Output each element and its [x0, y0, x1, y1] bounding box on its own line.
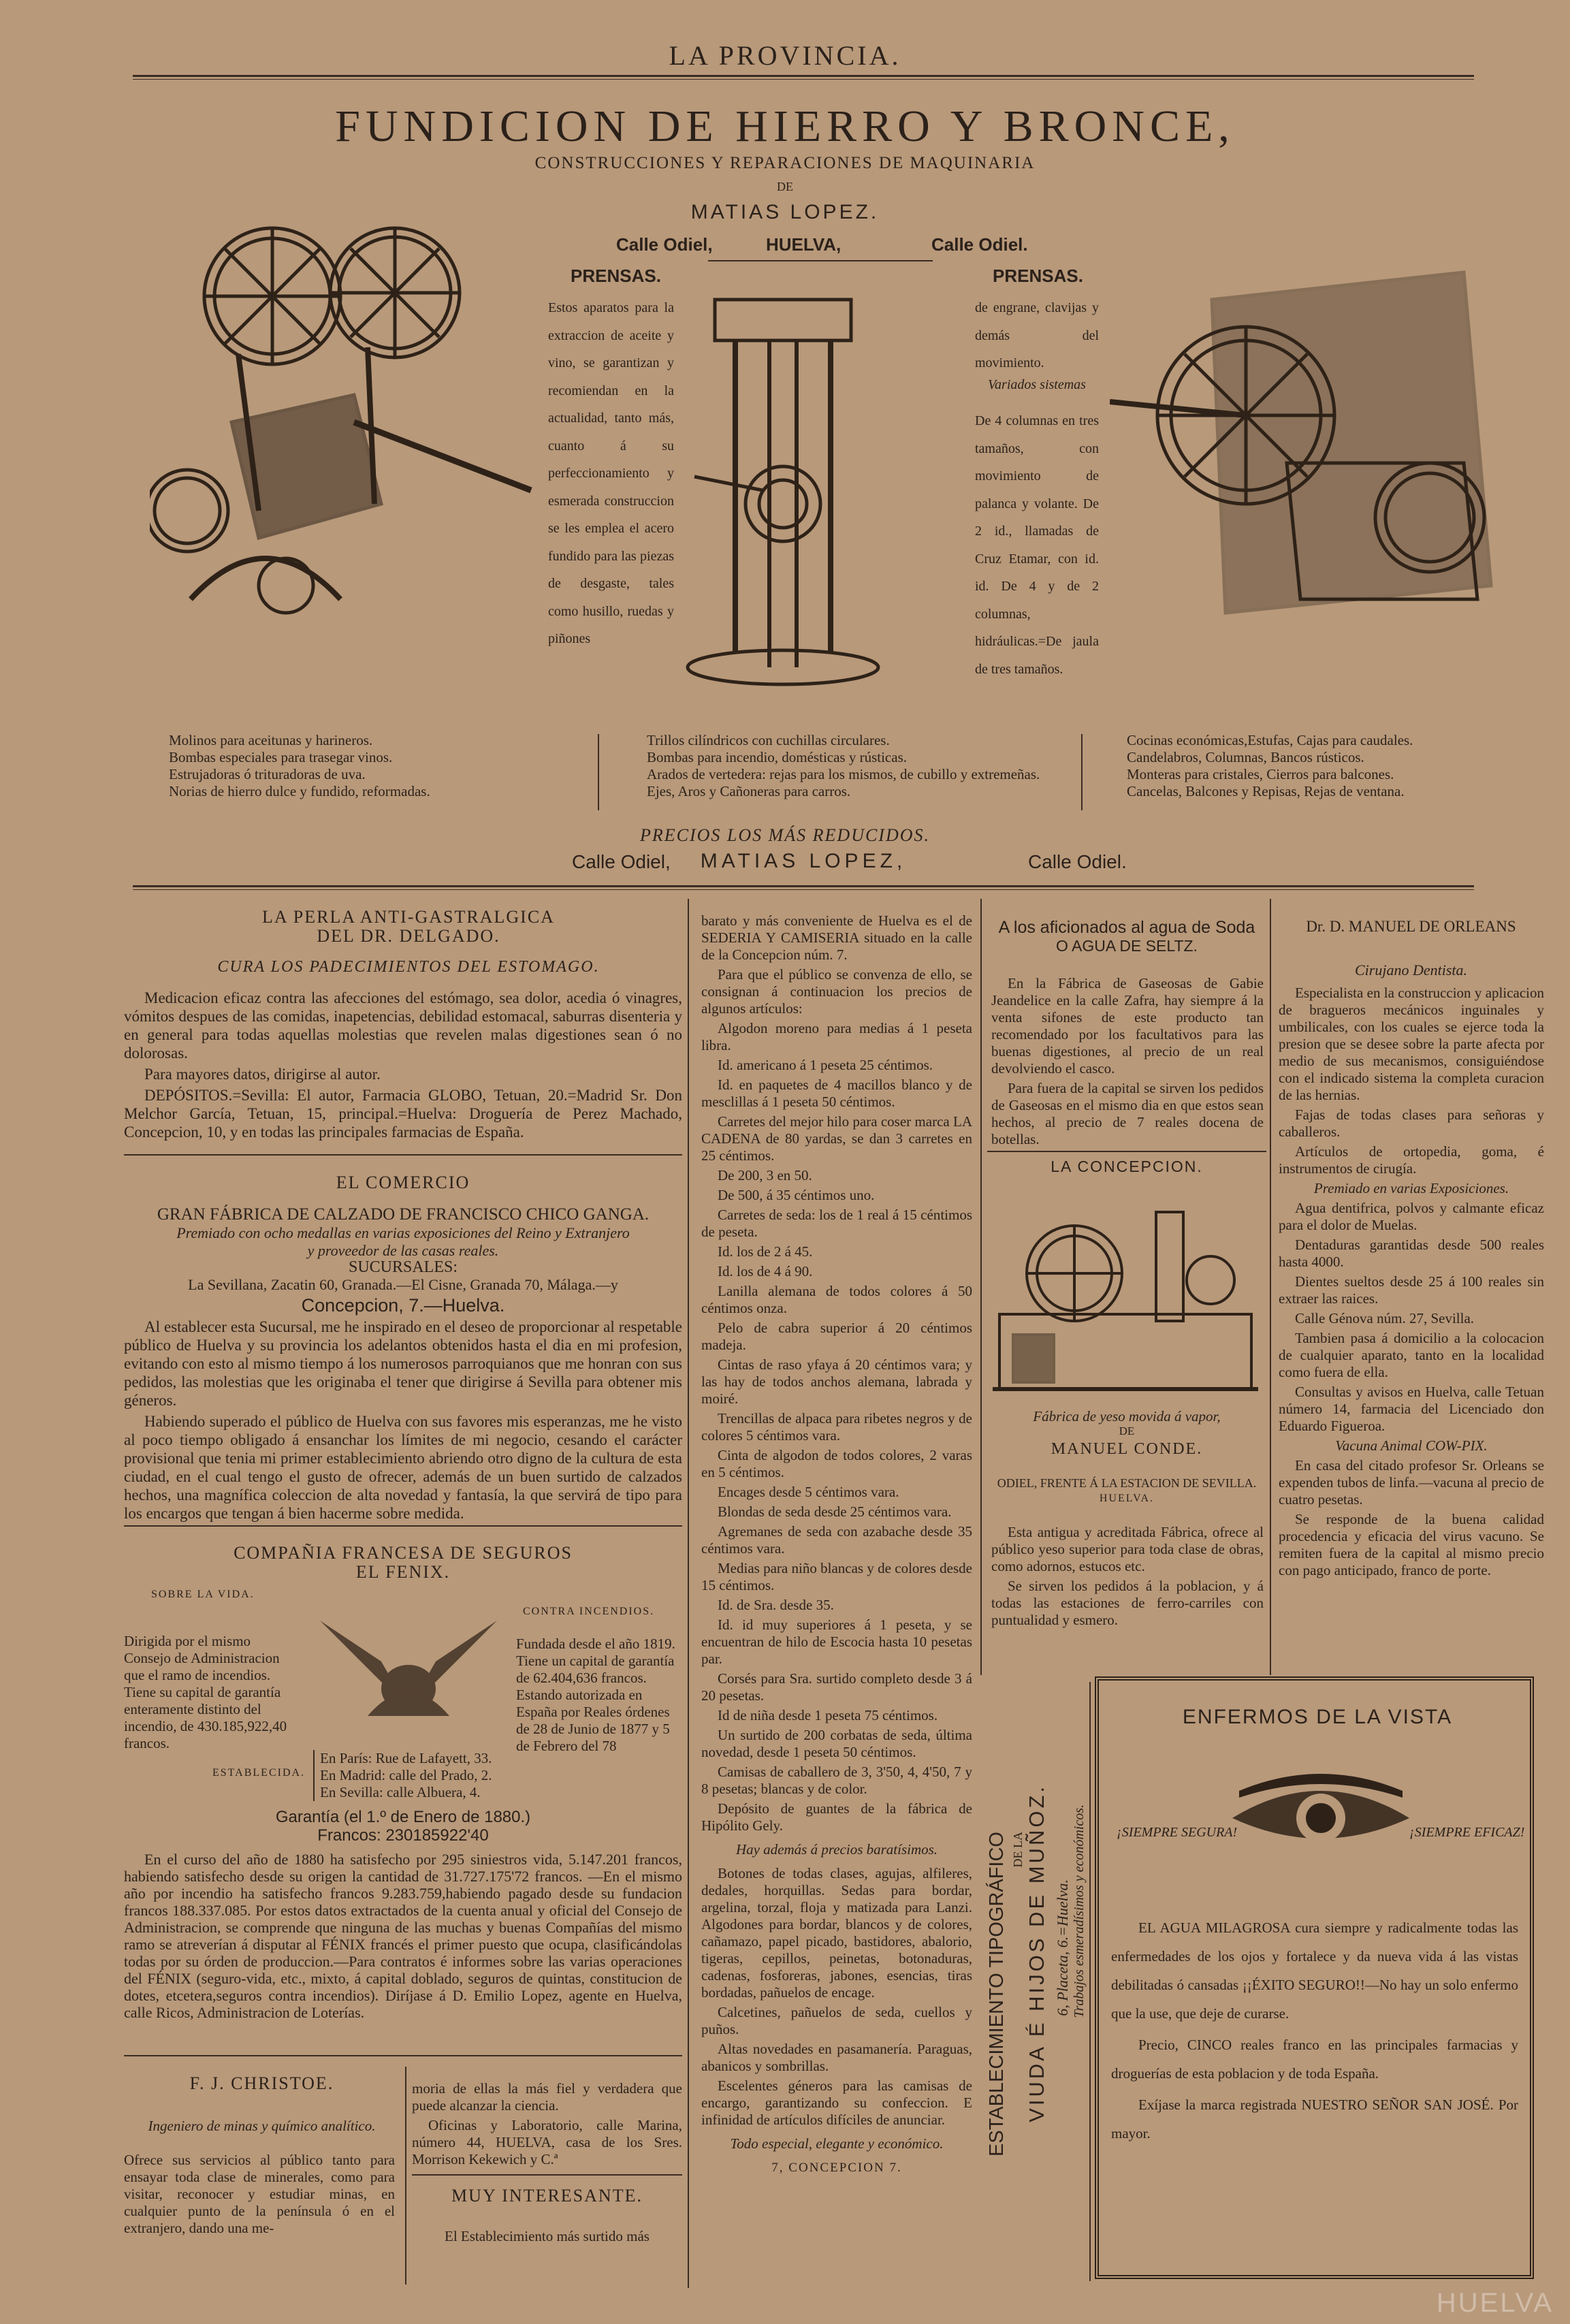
- list-item: Monteras para cristales, Cierros para balcones.: [1127, 766, 1394, 782]
- fundicion-addr-mid: HUELVA,: [766, 234, 842, 255]
- sederia-item: Id de niña desde 1 peseta 75 céntimos.: [718, 1707, 938, 1723]
- comercio-p2: Habiendo superado el público de Huelva con sus favores mis esperanzas, me he visto al poco tiempo obligado á ensanchar los límites de mi negocio, cesando el carácter provisional que tenia mi primer establecimiento abriendo otro digno de la cultura de esta ciudad, en el cual tengo el gusto de ofrecer, además de un buen surtido de calzados hechos, una magnífica coleccion de alta novedad y fantasía, la que servirá de tipo para los encargos que tengan á bien hacerme sobre medida.: [124, 1413, 682, 1522]
- list-item: Arados de vertedera: rejas para los mismos, de cubillo y extremeñas.: [647, 766, 1040, 782]
- vista-left: ¡SIEMPRE SEGURA!: [1117, 1825, 1238, 1840]
- list-item: Cocinas económicas,Estufas, Cajas para caudales.: [1127, 732, 1413, 748]
- fenix-rule: [124, 2055, 682, 2056]
- fenix-garantia: Garantía (el 1.º de Enero de 1880.): [275, 1808, 531, 1826]
- col-divider-3: [1270, 899, 1271, 1675]
- fundicion-de: DE: [777, 180, 793, 193]
- sederia-item: Cintas de raso yfaya á 20 céntimos vara; y las hay de todos anchos alemana, labrada y moiré.: [701, 1356, 972, 1407]
- fundicion-subtitle: CONSTRUCCIONES Y REPARACIONES DE MAQUINARIA: [534, 154, 1036, 172]
- orleans-p2: Fajas de todas clases para señoras y caballeros.: [1279, 1107, 1544, 1140]
- fenix-vida: SOBRE LA VIDA.: [151, 1589, 255, 1600]
- sederia-item: Medias para niño blancas y de colores desde 15 céntimos.: [701, 1560, 972, 1593]
- vista-title: ENFERMOS DE LA VISTA: [1182, 1706, 1453, 1728]
- concepcion-p2: Se sirven los pedidos á la poblacion, y á todas las estaciones de ferro-carriles con puntualidad y esmero.: [991, 1578, 1264, 1628]
- fenix-title-1: COMPAÑIA FRANCESA DE SEGUROS: [234, 1543, 573, 1563]
- seltz-body: [991, 975, 1264, 1151]
- perla-p3: DEPÓSITOS.=Sevilla: El autor, Farmacia GLOBO, Tetuan, 20.=Madrid Sr. Don Melchor García, Tetuan, 15, principal.=Huelva: Droguería de Perez Machado, Concepcion, 10, y en todas las principales farmacias de España.: [124, 1087, 682, 1141]
- list-item: Molinos para aceitunas y harineros.: [169, 732, 373, 748]
- footer-addr-left: Calle Odiel,: [572, 851, 671, 872]
- orleans-p8: Tambien pasa á domicilio a la colocacion de cualquier aparato, tanto en la localidad como fuera de ella.: [1279, 1330, 1544, 1380]
- list-item: Norias de hierro dulce y fundido, reformadas.: [169, 783, 430, 799]
- eye-icon: [1225, 1770, 1416, 1859]
- sederia-item: De 200, 3 en 50.: [718, 1167, 812, 1183]
- masthead: LA PROVINCIA.: [669, 40, 901, 71]
- sederia-p3: Calcetines, pañuelos de seda, cuellos y puños.: [701, 2004, 972, 2037]
- christoe-p1: Ofrece sus servicios al público tanto para ensayar toda clase de minerales, como para visitar, reconocer y estudiar minas, en cualquier punto de la península ó en el extranjero, dando una me-: [124, 2152, 395, 2236]
- prensas-right-title: PRENSAS.: [993, 266, 1083, 286]
- sederia-item: Lanilla alemana de todos colores á 50 céntimos onza.: [701, 1283, 972, 1316]
- vertical-line-1: ESTABLECIMIENTO TIPOGRÁFICO: [986, 1832, 1008, 2156]
- sederia-closing: Todo especial, elegante y económico.: [730, 2135, 944, 2152]
- comercio-suc-list: La Sevillana, Zacatin 60, Granada.—El Cisne, Granada 70, Málaga.—y: [188, 1276, 618, 1293]
- sederia-item: Depósito de guantes de la fábrica de Hipólito Gely.: [701, 1800, 972, 1834]
- orleans-p9: Consultas y avisos en Huelva, calle Tetuan número 14, farmacia del Licenciado don Eduardo Figueroa.: [1279, 1384, 1544, 1434]
- sederia-item: Un surtido de 200 corbatas de seda, última novedad, desde 1 peseta 50 céntimos.: [701, 1727, 972, 1760]
- sederia-also: Hay además á precios baratísimos.: [735, 1841, 938, 1858]
- sederia-p1: Para que el público se convenza de ello, se consignan á continuacion los precios de algunos artículos:: [701, 966, 972, 1017]
- orleans-p1: Especialista en la construccion y aplicacion de bragueros mecánicos inguinales y umbilicales, con los cuales se ejerce toda la presion que se desee sobre la parte afecta por medio de sus mecanismos, consiguiéndose con el indicado sistema la completa curacion de las hernias.: [1279, 985, 1544, 1103]
- orleans-p3: Artículos de ortopedia, goma, é instrumentos de cirugía.: [1279, 1143, 1544, 1177]
- perla-title-1: LA PERLA ANTI-GASTRALGICA: [262, 907, 555, 927]
- fundicion-addr-left: Calle Odiel,: [616, 234, 713, 255]
- prensas-right-text1: de engrane, clavijas y demás del movimiento.: [975, 300, 1099, 370]
- fenix-incendios: CONTRA INCENDIOS.: [523, 1606, 655, 1617]
- orleans-p10: En casa del citado profesor Sr. Orleans se expenden tubos de linfa.—vacuna al precio de cuatro pesetas.: [1279, 1457, 1544, 1508]
- concepcion-body: [991, 1524, 1264, 1631]
- sederia-item: Camisas de caballero de 3, 3'50, 4, 4'50, 7 y 8 pesetas; blancas y de color.: [701, 1764, 972, 1797]
- crusher-engraving-right: [1110, 259, 1532, 640]
- fundicion-title: FUNDICION DE HIERRO Y BRONCE,: [335, 101, 1235, 151]
- fundicion-addr-right: Calle Odiel.: [931, 234, 1028, 255]
- col-divider-2: [980, 899, 982, 1675]
- perla-title-2: DEL DR. DELGADO.: [317, 926, 500, 946]
- list-item: Trillos cilíndricos con cuchillas circulares.: [647, 732, 890, 748]
- orleans-vacuna: Vacuna Animal COW-PIX.: [1335, 1437, 1488, 1454]
- comercio-addr: Concepcion, 7.—Huelva.: [301, 1295, 505, 1316]
- fundicion-addr-rule: [708, 260, 933, 261]
- fundicion-bottom-rule: [133, 885, 1474, 890]
- concepcion-caption: Fábrica de yeso movida á vapor,: [1033, 1408, 1221, 1424]
- comercio-sub2: Premiado con ocho medallas en varias exposiciones del Reino y Extranjero: [176, 1224, 630, 1241]
- list-divider-left: [598, 734, 599, 810]
- list-item: Bombas para incendio, domésticas y rústicas.: [647, 749, 907, 765]
- christoe-right: [412, 2080, 682, 2171]
- sederia-item: Carretes del mejor hilo para coser marca LA CADENA de 80 yardas, se dan 3 carretes en 25 céntimos.: [701, 1113, 972, 1164]
- sederia-item: Id. americano á 1 peseta 25 céntimos.: [718, 1057, 933, 1073]
- orleans-title: Dr. D. MANUEL DE ORLEANS: [1306, 918, 1516, 935]
- seltz-title-1: A los aficionados al agua de Soda: [998, 918, 1255, 937]
- seltz-p1: En la Fábrica de Gaseosas de Gabie Jeandelice en la calle Zafra, hay siempre á la venta sifones de este producto tan recomendado por los facultativos para las buenas digestiones, al precio de un real devolviendo el casco.: [991, 975, 1264, 1077]
- list-item: Ejes, Aros y Cañoneras para carros.: [647, 783, 851, 799]
- watermark: HUELVA: [1436, 2288, 1554, 2318]
- concepcion-de: DE: [1119, 1424, 1135, 1437]
- fenix-title-2: EL FENIX.: [355, 1562, 451, 1582]
- col-divider-1: [688, 899, 689, 2288]
- comercio-p1: Al establecer esta Sucursal, me he inspirado en el deseo de proporcionar al respetable público de Huelva y su provincia los adelantos obtenidos hasta el dia en mi profesion, evitando con esto al mismo tiempo á los numerosos parroquianos que me honran con sus pedidos, las molestias que les originaba el tener que dirigirse á Sevilla para obtener mis géneros.: [124, 1318, 682, 1409]
- orleans-p6: Dientes sueltos desde 25 á 100 reales sin extraer las raices.: [1279, 1273, 1544, 1307]
- press-engraving-center: [681, 286, 885, 695]
- concepcion-owner: MANUEL CONDE.: [1051, 1440, 1203, 1458]
- seltz-p2: Para fuera de la capital se sirven los pedidos de Gaseosas en el mismo dia en que estos sean hechos, al precio de 7 reales docena de botellas.: [991, 1080, 1264, 1147]
- comercio-suc: SUCURSALES:: [348, 1258, 458, 1276]
- concepcion-addr: ODIEL, FRENTE Á LA ESTACION DE SEVILLA.: [997, 1476, 1257, 1490]
- orleans-p11: Se responde de la buena calidad procedencia y eficacia del virus vacuno. Se remiten fuera de la capital al mismo precio con pago anticipado, franco de porte.: [1279, 1511, 1544, 1578]
- fundicion-list-left: [169, 732, 591, 800]
- sederia-body: [701, 912, 972, 2179]
- sederia-item: Corsés para Sra. surtido completo desde 3 á 20 pesetas.: [701, 1670, 972, 1704]
- christoe-divider: [405, 2067, 406, 2285]
- muy-rule: [412, 2174, 682, 2176]
- sederia-p2: Botones de todas clases, agujas, alfileres, dedales, horquillas. Sedas para bordar, argelina, torzal, floja y matizada para Lanzi. Algodones para bordar, blancos y de colores, cañamazo, papel picado, bastidores, abalorio, tigeras, cepillos, peinetas, botonaduras, cadenas, fosforeras, jabones, esencias, tiras bordadas, pañuelos de encage.: [701, 1865, 972, 2001]
- sederia-item: Cinta de algodon de todos colores, 2 varas en 5 céntimos.: [701, 1447, 972, 1480]
- orleans-p4: Agua dentifrica, polvos y calmante eficaz para el dolor de Muelas.: [1279, 1200, 1544, 1233]
- perla-body: [124, 989, 682, 1144]
- comercio-sub3: y proveedor de las casas reales.: [307, 1242, 499, 1259]
- fenix-francos: Francos: 230185922'40: [317, 1826, 489, 1845]
- sederia-item: Id. en paquetes de 4 macillos blanco y de mesclillas á 1 peseta 50 céntimos.: [701, 1077, 972, 1110]
- seltz-title-2: O AGUA DE SELTZ.: [1056, 937, 1198, 955]
- sederia-item: Id. de Sra. desde 35.: [718, 1597, 834, 1613]
- fenix-right-text: Fundada desde el año 1819. Tiene un capital de garantía de 62.404,636 francos. Estando autorizada en España por Reales órdenes de 28 de Junio de 1877 y 5 de Febrero del 78: [516, 1636, 675, 1754]
- list-item: Bombas especiales para trasegar vinos.: [169, 749, 393, 765]
- prensas-left-title: PRENSAS.: [571, 266, 661, 286]
- perla-rule: [124, 1154, 682, 1156]
- masthead-rule: [133, 75, 1474, 80]
- sederia-item: Blondas de seda desde 25 céntimos vara.: [718, 1503, 952, 1520]
- concepcion-title: LA CONCEPCION.: [1051, 1158, 1203, 1175]
- comercio-rule: [124, 1525, 682, 1527]
- sederia-p4: Altas novedades en pasamanería. Paraguas, abanicos y sombrillas.: [701, 2041, 972, 2074]
- sederia-item: Encages desde 5 céntimos vara.: [718, 1484, 899, 1500]
- vertical-divider: [1089, 1682, 1091, 2281]
- press-engraving-left: [150, 218, 545, 626]
- sederia-footer: 7, CONCEPCION 7.: [771, 2161, 902, 2175]
- vertical-line-4: 6, Placeta, 6.=Huelva.: [1054, 1879, 1071, 2016]
- comercio-body: [124, 1318, 682, 1525]
- sederia-p5: Escelentes géneros para las camisas de encargo, garantizando su confeccion. E infinidad de artículos difíciles de anunciar.: [701, 2078, 972, 2128]
- sederia-item: De 500, á 35 céntimos uno.: [718, 1187, 875, 1203]
- prensas-right-text2: De 4 columnas en tres tamaños, con movimiento de palanca y volante. De 2 id., llamadas de Cruz Etamar, con id. id. De 4 y de 2 columnas, hidráulicas.=De jaula de tres tamaños.: [975, 413, 1099, 677]
- vista-p1: EL AGUA MILAGROSA cura siempre y radicalmente todas las enfermedades de los ojos y fortalece y da nueva vida á las vistas debilitadas ó cansadas ¡¡ÉXITO SEGURO!!—No hay un solo enfermo que la use, que deje de curarse.: [1111, 1920, 1518, 2022]
- perla-p2: Para mayores datos, dirigirse al autor.: [144, 1066, 381, 1083]
- list-divider-right: [1081, 734, 1083, 810]
- phoenix-icon: [306, 1607, 511, 1723]
- christoe-title: F. J. CHRISTOE.: [189, 2073, 334, 2093]
- sederia-item: Id. los de 4 á 90.: [718, 1263, 813, 1279]
- fundicion-list-mid: [647, 732, 1042, 800]
- christoe-sub: Ingeniero de minas y químico analítico.: [148, 2118, 376, 2134]
- vertical-line-5: Trabajos esmeradísimos y económicos.: [1072, 1804, 1087, 2018]
- sederia-item: Agremanes de seda con azabache desde 35 céntimos vara.: [701, 1523, 972, 1557]
- precios-line: PRECIOS LOS MÁS REDUCIDOS.: [639, 825, 931, 845]
- fundicion-list-right: [1127, 732, 1535, 800]
- vista-body: [1111, 1913, 1518, 2150]
- orleans-p7: Calle Génova núm. 27, Sevilla.: [1295, 1310, 1475, 1326]
- list-item: En Sevilla: calle Albuera, 4.: [320, 1784, 481, 1800]
- fundicion-owner: MATIAS LOPEZ.: [690, 201, 880, 223]
- perla-p1: Medicacion eficaz contra las afecciones del estómago, sea dolor, acedia ó vinagres, vómitos despues de las comidas, inapetencias, debilidad estomacal, saburras disenteria y en general para todas aquellas molestias que revelen malas digestiones sean ó no dolorosas.: [124, 989, 682, 1062]
- comercio-sub1: GRAN FÁBRICA DE CALZADO DE FRANCISCO CHICO GANGA.: [157, 1205, 650, 1224]
- perla-sub: CURA LOS PADECIMIENTOS DEL ESTOMAGO.: [217, 958, 600, 976]
- seltz-rule: [987, 1151, 1266, 1152]
- comercio-title: EL COMERCIO: [336, 1173, 470, 1192]
- fenix-estab-lines: [313, 1750, 492, 1801]
- sederia-item: Carretes de seda: los de 1 real á 15 céntimos de peseta.: [701, 1207, 972, 1240]
- list-item: Estrujadoras ó trituradoras de uva.: [169, 766, 366, 782]
- vertical-line-2: DE LA: [1011, 1832, 1025, 1868]
- vista-right: ¡SIEMPRE EFICAZ!: [1409, 1825, 1525, 1840]
- prensas-right-sub: Variados sistemas: [988, 377, 1086, 392]
- factory-engraving: [993, 1198, 1258, 1403]
- sederia-item: Id. los de 2 á 45.: [718, 1243, 813, 1260]
- sederia-item: Id. id muy superiores á 1 peseta, y se encuentran de hilo de Escocia hasta 10 pesetas par.: [701, 1617, 972, 1667]
- fenix-left-text: Dirigida por el mismo Consejo de Administracion que el ramo de incendios. Tiene su capital de garantía enteramente distinto del incendio, de 430.185,922,40 francos.: [124, 1633, 287, 1751]
- vista-p2: Precio, CINCO reales franco en las principales farmacias y droguerías de esta poblacion y de toda España.: [1111, 2037, 1518, 2082]
- fenix-body: En el curso del año de 1880 ha satisfecho por 295 siniestros vida, 5.147.201 francos, habiendo satisfecho desde su origen la cantidad de 31.727.175'72 francos. —En el mismo año por incendio ha satisfecho francos 9.283.759,habiendo pagado desde su fundacion francos 188.337.085. Por estos datos extractados de la cuenta anual y oficial del Consejo de Administracion, se comprende que ninguna de las muchas y buenas Compañías del mismo ramo se atreverían á disputar al FÉNIX francés el primer puesto que ocupa, clasificándolas todas por su órden de produccion.—Para contratos é informes sobre las varias operaciones del FÉNIX (seguro-vida, etc., mixto, á capital doblado, seguros de quintas, constitucion de dotes, etcetera,seguros contra incendios). Diríjase á D. Emilio Lopez, agente en Huelva, calle Ricos, Administracion de Loterías.: [124, 1851, 682, 2021]
- orleans-premiado: Premiado en varias Exposiciones.: [1313, 1180, 1509, 1196]
- list-item: En Madrid: calle del Prado, 2.: [320, 1767, 492, 1783]
- sederia-item: Pelo de cabra superior á 20 céntimos madeja.: [701, 1320, 972, 1353]
- vertical-line-3: VIUDA É HIJOS DE MUÑOZ.: [1025, 1784, 1048, 2122]
- vista-p3: Exíjase la marca registrada NUESTRO SEÑOR SAN JOSÉ. Por mayor.: [1111, 2097, 1518, 2142]
- orleans-p5: Dentaduras garantidas desde 500 reales hasta 4000.: [1279, 1237, 1544, 1270]
- concepcion-p1: Esta antigua y acreditada Fábrica, ofrece al público yeso superior para toda clase de obras, como adornos, estucos etc.: [991, 1524, 1264, 1574]
- footer-owner: MATIAS LOPEZ,: [700, 850, 907, 872]
- sederia-item: Trencillas de alpaca para ribetes negros y de colores 5 céntimos vara.: [701, 1410, 972, 1444]
- orleans-body: [1279, 985, 1544, 1582]
- orleans-sub: Cirujano Dentista.: [1354, 961, 1467, 978]
- christoe-p2: moria de ellas la más fiel y verdadera que puede alcanzar la ciencia.: [412, 2080, 682, 2114]
- list-item: Cancelas, Balcones y Repisas, Rejas de ventana.: [1127, 783, 1405, 799]
- concepcion-city: HUELVA.: [1099, 1493, 1155, 1504]
- muy-title: MUY INTERESANTE.: [451, 2186, 643, 2206]
- sederia-item: Algodon moreno para medias á 1 peseta libra.: [701, 1020, 972, 1053]
- muy-p1: El Establecimiento más surtido más: [445, 2228, 650, 2244]
- fenix-estab: ESTABLECIDA.: [212, 1767, 306, 1779]
- footer-addr-right: Calle Odiel.: [1028, 851, 1127, 872]
- list-item: Candelabros, Columnas, Bancos rústicos.: [1127, 749, 1364, 765]
- prensas-left-text: Estos aparatos para la extraccion de aceite y vino, se garantizan y recomiendan en la actualidad, tanto más, cuanto á su perfeccionamiento y esmerada construccion se les emplea el acero fundido para las piezas de desgaste, tales como husillo, ruedas y piñones: [548, 300, 674, 646]
- list-item: En París: Rue de Lafayett, 33.: [320, 1750, 492, 1766]
- christoe-p3: Oficinas y Laboratorio, calle Marina, número 44, HUELVA, casa de los Sres. Morrison Kekewich y C.ª: [412, 2117, 682, 2167]
- sederia-p0: barato y más conveniente de Huelva es el de SEDERIA Y CAMISERIA situado en la calle de la Concepcion núm. 7.: [701, 912, 972, 963]
